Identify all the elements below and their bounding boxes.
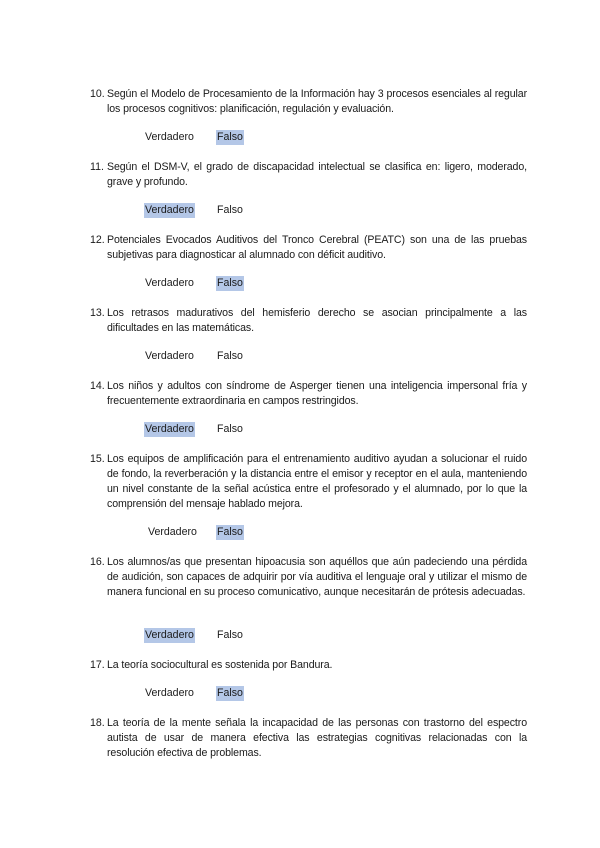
- question-text: Potenciales Evocados Auditivos del Tronco Cerebral (PEATC) son una de las pruebas subjetivas para diagnosticar al alumnado con déficit auditivo.: [107, 234, 527, 261]
- question-number: 12.: [90, 234, 105, 246]
- question-18: [90, 716, 527, 761]
- option-false-selected[interactable]: Falso: [217, 277, 243, 289]
- answer-row-11: [144, 203, 444, 219]
- answer-row-17: [144, 686, 444, 702]
- answer-row-16: [144, 628, 444, 644]
- option-true-selected[interactable]: Verdadero: [145, 204, 194, 216]
- question-number: 10.: [90, 88, 105, 100]
- option-false-selected[interactable]: Falso: [217, 526, 243, 538]
- option-false[interactable]: Falso: [217, 629, 243, 641]
- option-false-selected[interactable]: Falso: [217, 687, 243, 699]
- option-true[interactable]: Verdadero: [145, 277, 194, 289]
- option-false[interactable]: Falso: [217, 423, 243, 435]
- question-text: La teoría de la mente señala la incapacidad de las personas con trastorno del espectro autista de usar de manera efectiva las estrategias cognitivas relacionadas con la resolución efectiva de problemas.: [107, 717, 527, 759]
- question-number: 18.: [90, 717, 105, 729]
- option-false[interactable]: Falso: [217, 350, 243, 362]
- question-10: [90, 87, 527, 117]
- option-true[interactable]: Verdadero: [145, 350, 194, 362]
- option-true[interactable]: Verdadero: [145, 131, 194, 143]
- question-number: 14.: [90, 380, 105, 392]
- question-17: [90, 658, 527, 673]
- question-12: [90, 233, 527, 263]
- question-text: Según el Modelo de Procesamiento de la Información hay 3 procesos esenciales al regular los procesos cognitivos: planificación, regulación y evaluación.: [107, 88, 527, 115]
- question-13: [90, 306, 527, 336]
- option-true-selected[interactable]: Verdadero: [145, 629, 194, 641]
- question-11: [90, 160, 527, 190]
- question-number: 13.: [90, 307, 105, 319]
- question-text: Los alumnos/as que presentan hipoacusia son aquéllos que aún padeciendo una pérdida de audición, son capaces de adquirir por vía auditiva el lenguaje oral y utilizar el mismo de manera funcional en su proceso comunicativo, aunque necesitarán de prótesis adecuadas.: [107, 556, 527, 598]
- question-text: Los retrasos madurativos del hemisferio derecho se asocian principalmente a las dificultades en las matemáticas.: [107, 307, 527, 334]
- answer-row-15: [147, 525, 447, 541]
- question-text: Según el DSM-V, el grado de discapacidad intelectual se clasifica en: ligero, moderado, grave y profundo.: [107, 161, 527, 188]
- question-text: La teoría sociocultural es sostenida por Bandura.: [107, 659, 333, 671]
- question-15: [90, 452, 527, 512]
- option-false[interactable]: Falso: [217, 204, 243, 216]
- question-16: [90, 555, 527, 600]
- answer-row-10: [144, 130, 444, 146]
- option-true[interactable]: Verdadero: [145, 687, 194, 699]
- option-true[interactable]: Verdadero: [148, 526, 197, 538]
- answer-row-13: [144, 349, 444, 365]
- question-14: [90, 379, 527, 409]
- question-number: 16.: [90, 556, 105, 568]
- answer-row-14: [144, 422, 444, 438]
- option-true-selected[interactable]: Verdadero: [145, 423, 194, 435]
- question-text: Los equipos de amplificación para el entrenamiento auditivo ayudan a solucionar el ruido de fondo, la reverberación y la distancia entre el emisor y receptor en el aula, manteniendo un nivel constante de la señal acústica entre el profesorado y el alumnado, por lo que la comprensión del mensaje hablado mejora.: [107, 453, 527, 510]
- option-false-selected[interactable]: Falso: [217, 131, 243, 143]
- question-number: 15.: [90, 453, 105, 465]
- answer-row-12: [144, 276, 444, 292]
- question-number: 11.: [90, 161, 104, 173]
- question-number: 17.: [90, 659, 105, 671]
- question-text: Los niños y adultos con síndrome de Asperger tienen una inteligencia impersonal fría y frecuentemente extraordinaria en campos restringidos.: [107, 380, 527, 407]
